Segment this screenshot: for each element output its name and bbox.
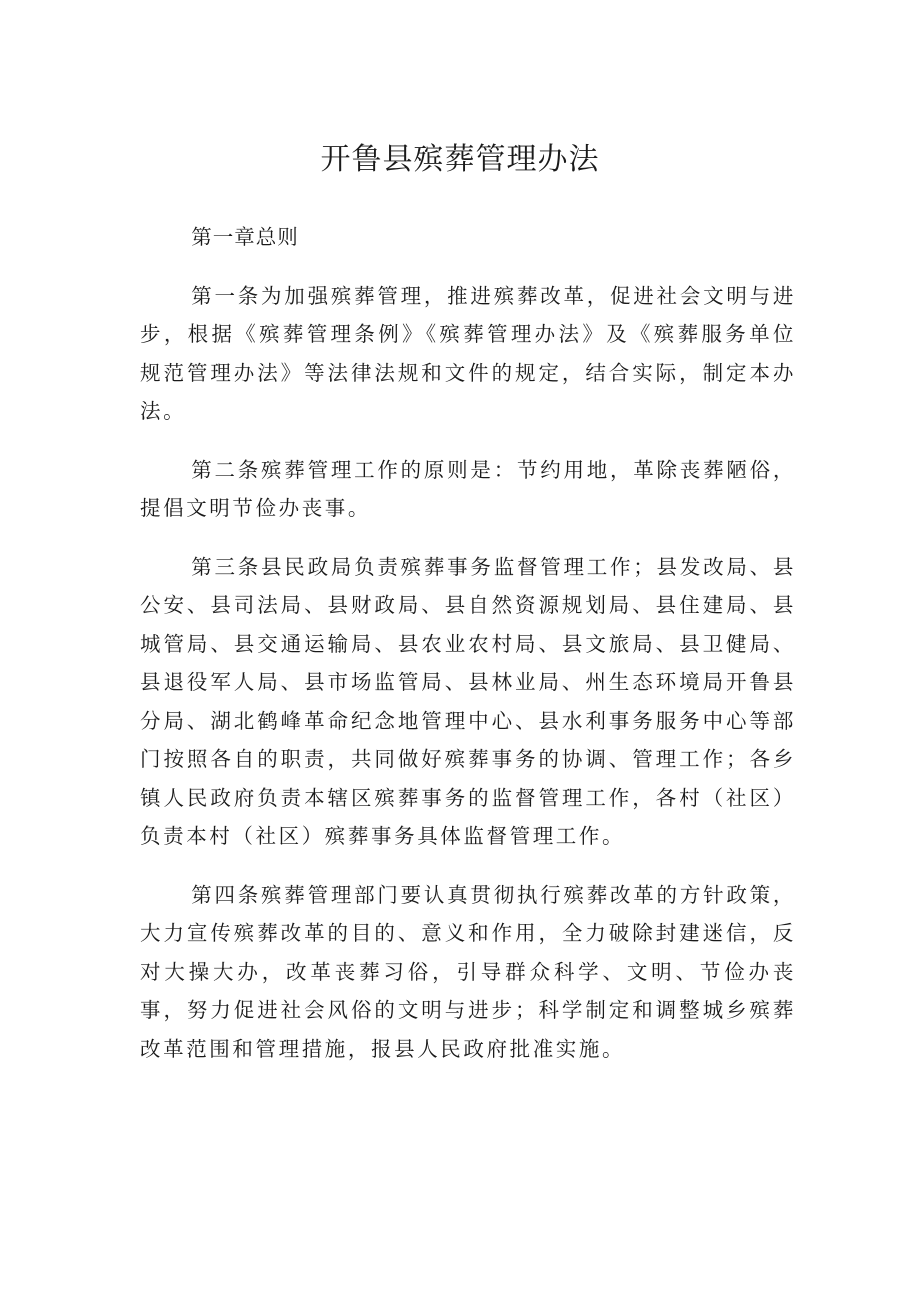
- chapter-heading: 第一章总则: [191, 225, 299, 249]
- document-title: 开鲁县殡葬管理办法: [320, 142, 600, 177]
- article-paragraph: 第二条殡葬管理工作的原则是：节约用地，革除丧葬陋俗，提倡文明节俭办丧事。: [140, 457, 796, 520]
- article-paragraph: 第四条殡葬管理部门要认真贯彻执行殡葬改革的方针政策，大力宣传殡葬改革的目的、意义和作用，全力破除封建迷信，反对大操大办，改革丧葬习俗，引导群众科学、文明、节俭办丧事，努力促进社会风俗的文明与进步；科学制定和调整城乡殡葬改革范围和管理措施，报县人民政府批准实施。: [140, 882, 796, 1061]
- article-paragraph: 第一条为加强殡葬管理，推进殡葬改革，促进社会文明与进步，根据《殡葬管理条例》《殡葬管理办法》及《殡葬服务单位规范管理办法》等法律法规和文件的规定，结合实际，制定本办法。: [140, 283, 796, 423]
- document-body: [140, 218, 796, 1088]
- article-paragraph: 第三条县民政局负责殡葬事务监督管理工作；县发改局、县公安、县司法局、县财政局、县自然资源规划局、县住建局、县城管局、县交通运输局、县农业农村局、县文旅局、县卫健局、县退役军人局、县市场监管局、县林业局、州生态环境局开鲁县分局、湖北鹤峰革命纪念地管理中心、县水利事务服务中心等部门按照各自的职责，共同做好殡葬事务的协调、管理工作；各乡镇人民政府负责本辖区殡葬事务的监督管理工作，各村（社区）负责本村（社区）殡葬事务具体监督管理工作。: [140, 554, 796, 848]
